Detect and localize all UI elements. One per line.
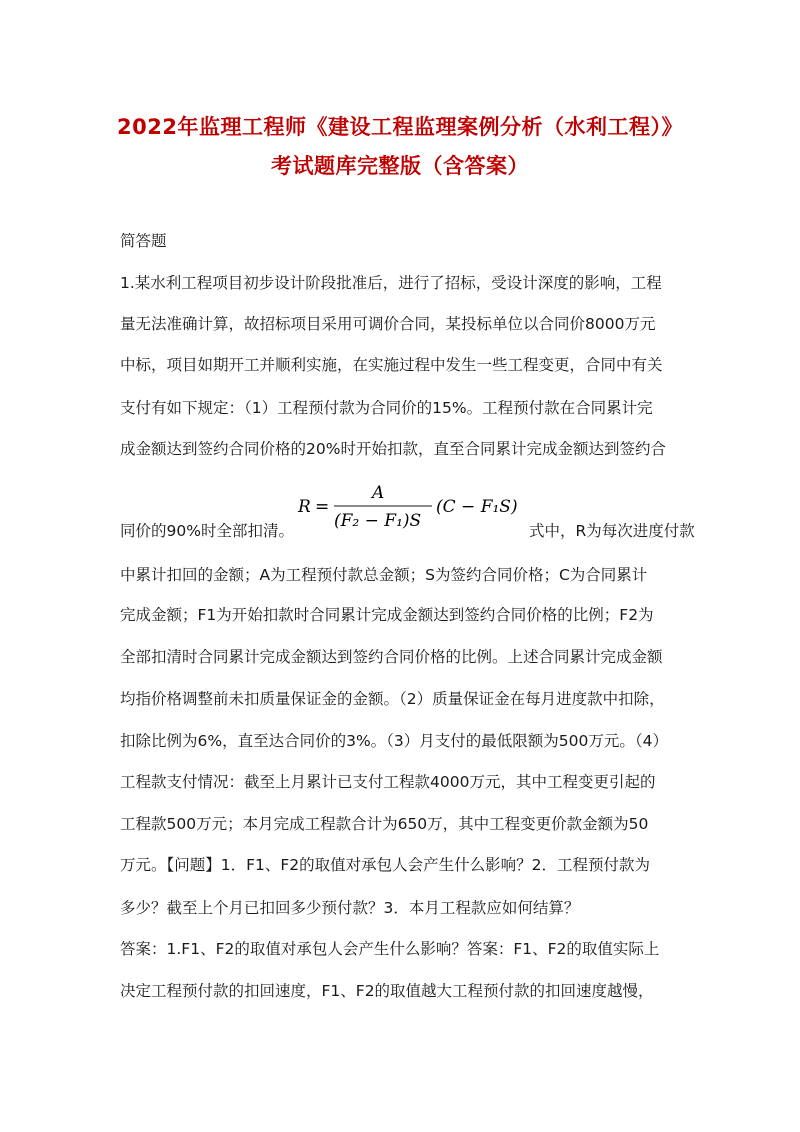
deduction-formula	[298, 483, 528, 532]
paragraph-line: 工程款支付情况：截至上月累计已支付工程款4000万元，其中工程变更引起的	[120, 773, 656, 791]
paragraph-line: 均指价格调整前未扣质量保证金的金额。（2）质量保证金在每月进度款中扣除，	[120, 690, 665, 708]
paragraph-line-before-formula: 同价的90%时全部扣清。	[120, 522, 294, 540]
answer-line: 决定工程预付款的扣回速度，F1、F2的取值越大工程预付款的扣回速度越慢，	[120, 982, 654, 1000]
answer-line: 答案：1.F1、F2的取值对承包人会产生什么影响？答案：F1、F2的取值实际上	[120, 940, 660, 958]
paragraph-line: 扣除比例为6%，直至达合同价的3%。（3）月支付的最低限额为500万元。（4）	[120, 732, 668, 750]
paragraph-line: 全部扣清时合同累计完成金额达到签约合同价格的比例。上述合同累计完成金额	[120, 648, 663, 666]
document-title-line-2: 考试题库完整版（含答案）	[271, 154, 529, 178]
paragraph-line: 支付有如下规定：（1）工程预付款为合同价的15%。工程预付款在合同累计完	[120, 399, 653, 417]
paragraph-line: 中累计扣回的金额；A为工程预付款总金额；S为签约合同价格；C为合同累计	[120, 566, 648, 584]
paragraph-line: 成金额达到签约合同价格的20%时开始扣款，直至合同累计完成金额达到签约合	[120, 440, 666, 458]
formula-lhs: R	[298, 497, 311, 517]
paragraph-line: 量无法准确计算，故招标项目采用可调价合同，某投标单位以合同价8000万元	[120, 315, 656, 333]
paragraph-line: 万元。【问题】1．F1、F2的取值对承包人会产生什么影响？2．工程预付款为	[120, 856, 651, 874]
paragraph-line: 中标，项目如期开工并顺利实施，在实施过程中发生一些工程变更，合同中有关	[120, 356, 663, 374]
paragraph-line-after-formula: 式中，R为每次进度付款	[529, 522, 695, 540]
formula-denominator: (F₂ − F₁)S	[334, 511, 422, 531]
paragraph-line: 多少？截至上个月已扣回多少预付款？3．本月工程款应如何结算？	[120, 899, 580, 917]
formula-equals: =	[315, 497, 330, 517]
paragraph-line: 1.某水利工程项目初步设计阶段批准后，进行了招标，受设计深度的影响，工程	[120, 274, 662, 292]
formula-numerator: A	[372, 483, 385, 503]
section-heading: 简答题	[120, 232, 167, 250]
paragraph-line: 完成金额；F1为开始扣款时合同累计完成金额达到签约合同价格的比例；F2为	[120, 606, 654, 624]
formula-rhs: (C − F₁S)	[436, 497, 518, 517]
paragraph-line: 工程款500万元；本月完成工程款合计为650万，其中工程变更价款金额为50	[120, 815, 649, 833]
document-title-line-1: 2022年监理工程师《建设工程监理案例分析（水利工程）》	[117, 115, 683, 139]
